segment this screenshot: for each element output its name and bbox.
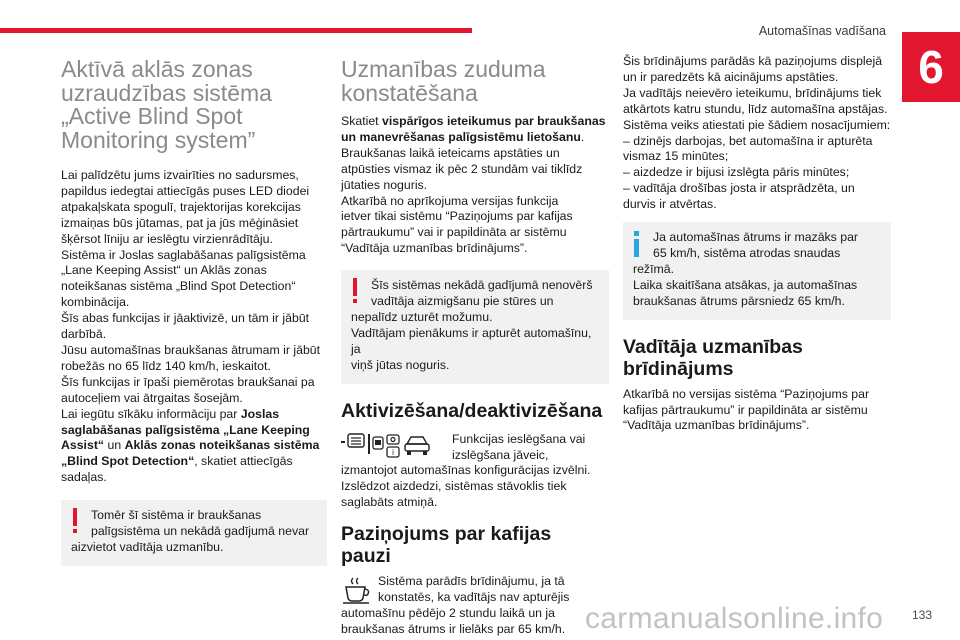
text-line: kombinācija.: [61, 295, 130, 310]
column-coffee-break-cont: [623, 54, 891, 434]
info-line: Laika skaitīšana atsākas, ja automašīnas: [633, 277, 858, 292]
text-line: jūtaties noguris.: [341, 177, 428, 192]
heading-line: Vadītāja uzmanības: [623, 335, 803, 358]
text-line: izslēgšana jāveic,: [452, 447, 549, 462]
header-accent-bar: [0, 28, 472, 33]
text-line: saglabāts atmiņā.: [341, 495, 438, 510]
text-line: ietver tikai sistēmu “Paziņojums par kafijas: [341, 209, 573, 224]
text-line: atpakaļskata spogulī, trajektorijas korekcijas: [61, 199, 301, 214]
reference-line: [61, 423, 327, 439]
text-line: braukšanas ātrums ir lielāks par 65 km/h.: [341, 621, 566, 636]
text-line: Braukšanas laikā ieteicams apstāties un: [341, 145, 560, 160]
column-attention-loss: [341, 58, 609, 638]
ref-text: un: [104, 438, 125, 453]
chapter-number: 6: [918, 41, 944, 93]
list-item: – aizdedze ir bijusi izslēgta pāris minūtes;: [623, 165, 850, 180]
heading-line: Paziņojums par kafijas: [341, 523, 552, 546]
text-line: autoceļiem vai ātrgaitas šosejām.: [61, 390, 243, 405]
text-line: “Vadītāja uzmanības brīdinājums”.: [341, 241, 528, 256]
heading-line: brīdinājums: [623, 357, 734, 380]
reset-conditions-body: [623, 54, 891, 213]
blind-spot-body: [61, 168, 327, 486]
text-line: izmaiņas būs jūtamas, pat ja jūs mēģināsiet: [61, 215, 299, 230]
text-line: Šīs abas funkcijas ir jāaktivizē, un tām ir jābūt: [61, 311, 310, 326]
exclamation-icon: [70, 508, 80, 534]
vehicle-settings-icon: [341, 432, 447, 462]
list-item: durvis ir atvērtas.: [623, 197, 717, 212]
page-number: 133: [911, 608, 932, 622]
text-line: izmantojot automašīnas konfigurācijas izvēlni.: [341, 463, 591, 478]
text-line: Šīs funkcijas ir īpaši piemērotas braukšanai pa: [61, 374, 315, 389]
warning-line: Šīs sistēmas nekādā gadījumā nenovērš: [371, 278, 593, 293]
text-line: „Lane Keeping Assist“ un Aklās zonas: [61, 263, 267, 278]
text-line: Jūsu automašīnas braukšanas ātrumam ir jābūt: [61, 342, 321, 357]
ref-link-lane-keeping-cont[interactable]: saglabāšanas palīgsistēma „Lane Keeping: [61, 422, 310, 437]
heading-coffee-break: [341, 523, 609, 567]
warning-box-attention: [341, 270, 609, 383]
text-line: Atkarībā no aprīkojuma versijas funkcija: [341, 193, 559, 208]
activation-block: [341, 432, 609, 512]
ref-link-blind-spot-end[interactable]: „Blind Spot Detection“: [61, 454, 195, 469]
text-line: atkārtots katru stundu, līdz automašīna apstājas.: [623, 101, 888, 116]
heading-active-blind-spot: [61, 58, 327, 152]
warning-line: palīgsistēma un nekādā gadījumā nevar: [91, 524, 310, 539]
reference-line: [61, 438, 327, 454]
watermark: carmanualsonline.info: [585, 602, 884, 635]
warning-line: Tomēr šī sistēma ir braukšanas: [91, 508, 262, 523]
ref-link-general-advice[interactable]: vispārīgos ieteikumus par braukšanas: [382, 114, 606, 128]
text-line: automašīnu pēdējo 2 stundu laikā un ja: [341, 605, 555, 620]
heading-first-line: Aktīvā aklās zonas: [61, 56, 253, 82]
driver-attention-body: [623, 387, 891, 435]
info-icon: [633, 231, 641, 257]
exclamation-icon: [350, 278, 360, 304]
ref-text: , skatiet attiecīgās: [194, 454, 293, 469]
text-line: Atkarībā no versijas sistēma “Paziņojums par: [623, 386, 870, 401]
list-item: vismaz 15 minūtes;: [623, 149, 729, 164]
ref-link-lane-keeping[interactable]: Joslas: [240, 406, 280, 421]
heading-attention-loss: [341, 58, 609, 105]
text-line: Sistēma ir Joslas saglabāšanas palīgsistēma: [61, 247, 306, 262]
coffee-cup-icon: [341, 576, 373, 606]
text-line: “Vadītāja uzmanības brīdinājums”.: [623, 418, 810, 433]
intro-line: [341, 114, 609, 130]
text-line: pārtraukumu” vai ir papildināta ar sistēmu: [341, 225, 567, 240]
text-line: atpūsties vismaz ik pēc 2 stundām vai tiklīdz: [341, 161, 583, 176]
text-line: un ir paredzēts kā aicinājums apstāties.: [623, 69, 839, 84]
ref-link-general-advice-cont[interactable]: un manevrēšanas palīgsistēmu lietošanu: [341, 129, 581, 144]
heading-activation: Aktivizēšana/deaktivizēšana: [341, 399, 603, 422]
intro-text: Skatiet: [341, 114, 383, 128]
heading-driver-attention: [623, 336, 891, 380]
heading-rest: uzraudzības sistēma „Active Blind Spot Monitoring system”: [61, 79, 272, 153]
intro-text: .: [580, 129, 585, 144]
text-line: Ja vadītājs neievēro ieteikumu, brīdinājums tiek: [623, 85, 882, 100]
list-item: – vadītāja drošības josta ir atsprādzēta, un: [623, 181, 855, 196]
column-active-blind-spot: [61, 58, 327, 566]
ref-link-lane-keeping-end[interactable]: Assist“: [61, 438, 105, 453]
text-line: darbībā.: [61, 327, 107, 342]
text-line: Izslēdzot aizdedzi, sistēmas stāvoklis tiek: [341, 479, 567, 494]
text-line: robežās no 65 līdz 140 km/h, ieskaitot.: [61, 358, 271, 373]
warning-box-blind-spot: [61, 500, 327, 566]
chapter-tab[interactable]: [902, 32, 960, 102]
info-box-standby: [623, 222, 891, 320]
section-title: Automašīnas vadīšana: [758, 24, 886, 38]
svg-text:i: i: [392, 447, 394, 457]
text-line: Funkcijas ieslēgšana vai: [452, 431, 586, 446]
heading-line: konstatēšana: [341, 79, 478, 106]
warning-line: aizvietot vadītāja uzmanību.: [71, 539, 224, 554]
coffee-block: [341, 574, 609, 638]
warning-line: Vadītājam pienākums ir apturēt automašīnu, ja: [351, 325, 592, 356]
reference-line: [61, 454, 327, 470]
info-line: Ja automašīnas ātrums ir mazāks par: [653, 230, 859, 245]
reference-line: sadaļas.: [61, 470, 107, 485]
warning-line: vadītāja aizmigšanu pie stūres un: [371, 294, 554, 309]
text-line: Lai palīdzētu jums izvairīties no sadursmes,: [61, 168, 299, 182]
text-line: šķērsot līniju ar ieslēgtu virzienrādītāju.: [61, 231, 273, 246]
warning-line: nepalīdz uzturēt možumu.: [351, 309, 493, 324]
text-line: papildus iedegtai attiecīgās puses LED diodei: [61, 183, 310, 198]
info-line: 65 km/h, sistēma atrodas snaudas: [653, 245, 841, 260]
text-line: Sistēma parādīs brīdinājumu, ja tā: [378, 574, 565, 589]
text-line: Sistēma veiks atiestati pie šādiem nosacījumiem:: [623, 117, 891, 132]
heading-line: Uzmanības zuduma: [341, 56, 546, 82]
ref-link-blind-spot[interactable]: Aklās zonas noteikšanas sistēma: [124, 438, 320, 453]
intro-line: [341, 130, 609, 146]
text-line: konstatēs, ka vadītājs nav apturējis: [378, 590, 570, 605]
reference-line: [61, 407, 327, 423]
list-item: – dzinējs darbojas, bet automašīna ir apturēta: [623, 133, 873, 148]
text-line: Šis brīdinājums parādās kā paziņojums displejā: [623, 54, 883, 68]
warning-line: viņš jūtas noguris.: [351, 357, 450, 372]
attention-loss-body: [341, 114, 609, 257]
text-line: noteikšanas sistēma „Blind Spot Detection“: [61, 279, 296, 294]
info-line: režīmā.: [633, 261, 674, 276]
info-line: braukšanas ātrums pārsniedz 65 km/h.: [633, 293, 845, 308]
ref-text: Lai iegūtu sīkāku informāciju par: [61, 406, 241, 421]
heading-line: pauzi: [341, 545, 391, 568]
text-line: kafijas pārtraukumu” ir papildināta ar sistēmu: [623, 402, 868, 417]
